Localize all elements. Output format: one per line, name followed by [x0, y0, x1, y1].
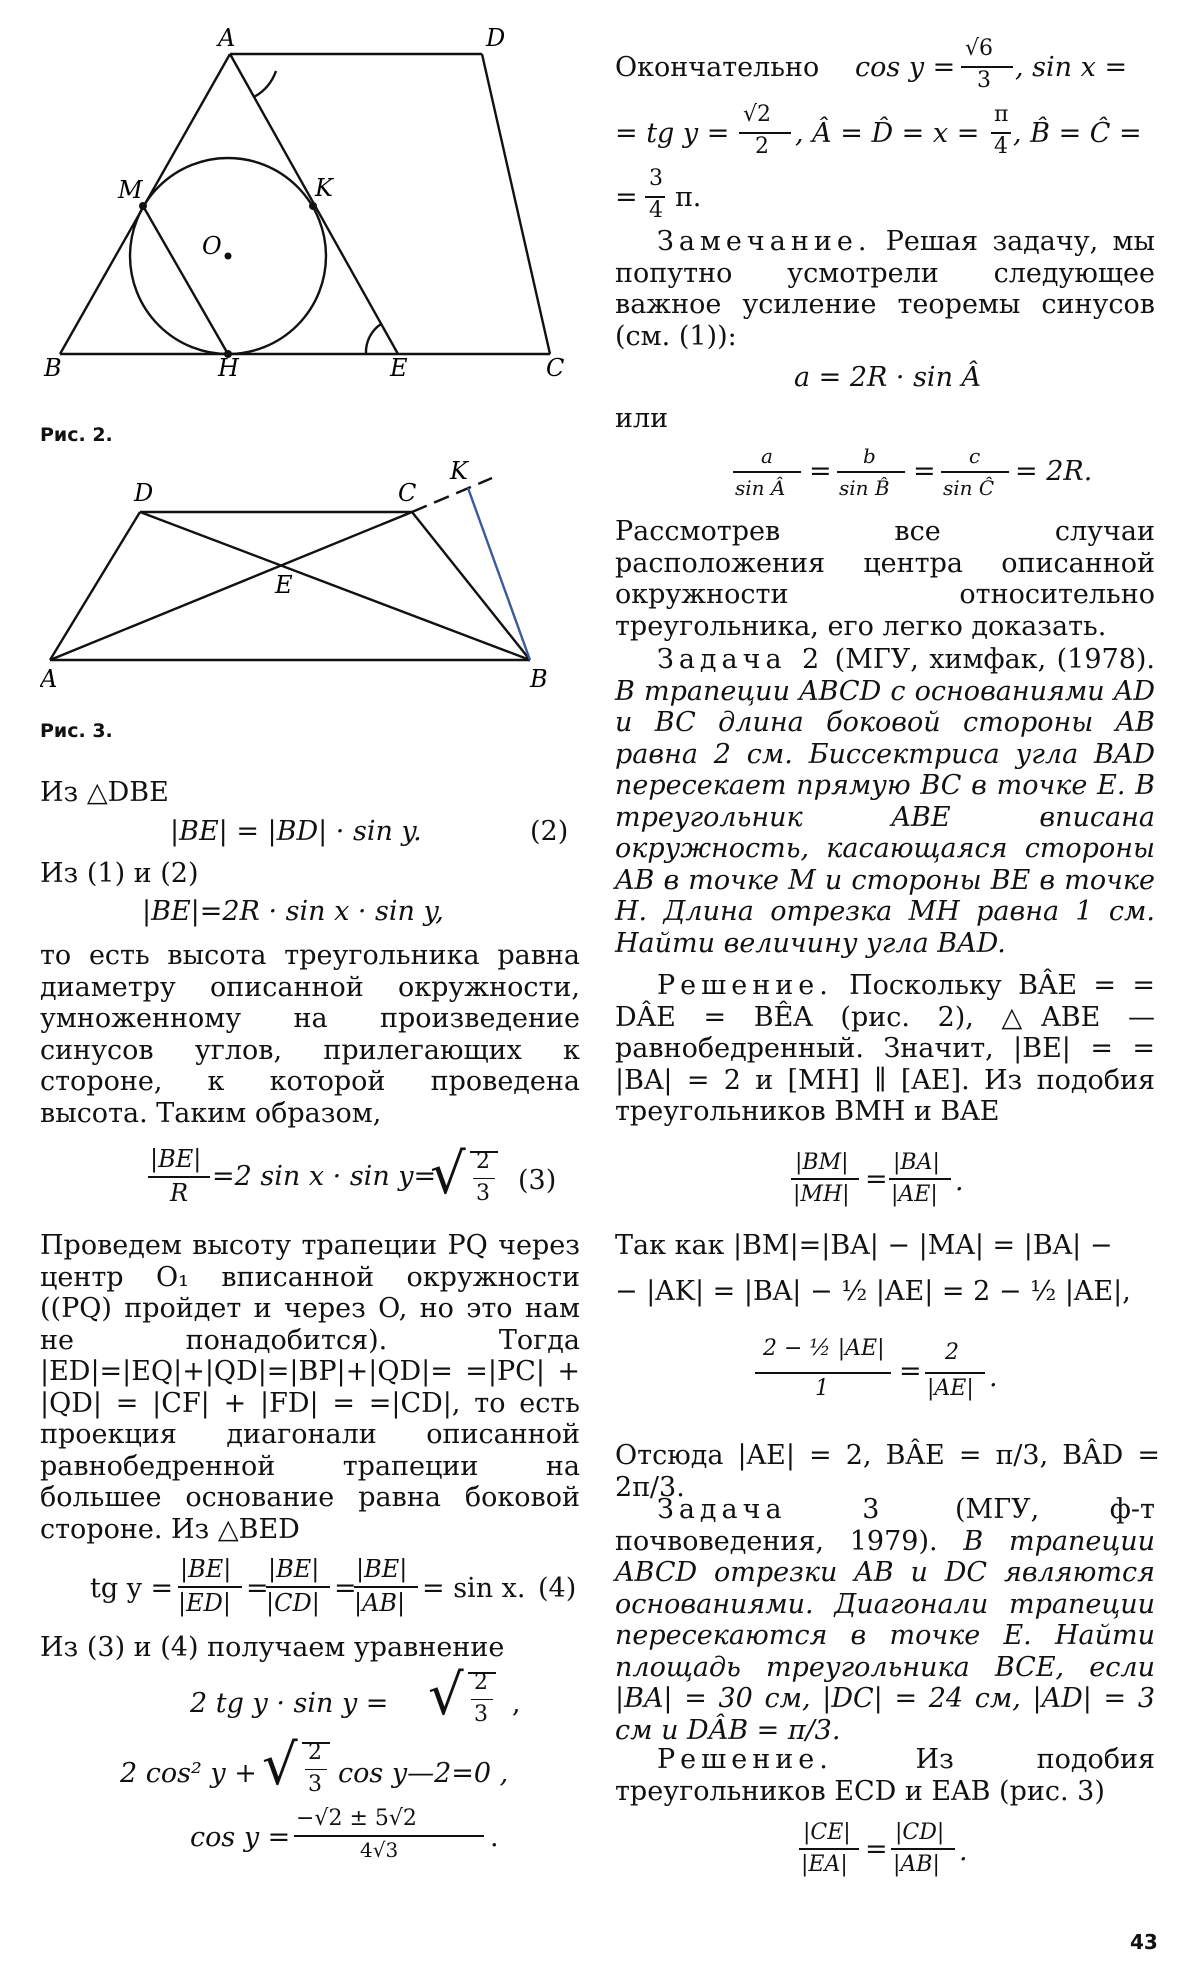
los-c-den: sin Ĉ	[943, 476, 995, 500]
final-pi: π	[994, 102, 1009, 127]
fig2-segment-MH	[143, 206, 228, 354]
equation-6	[40, 1733, 600, 1806]
final-word: Окончательно	[615, 52, 820, 83]
fig3-label-A: A	[40, 665, 58, 693]
ae-den: 1	[815, 1376, 829, 1401]
equation-a-2r: a = 2R · sin Â	[793, 362, 982, 393]
eq4-f2-den: |CD|	[266, 1589, 320, 1617]
fig2-point-K	[309, 202, 317, 210]
eq6-sqrt-sign: √	[262, 1733, 298, 1798]
final-tg-line	[615, 102, 1160, 166]
eq5-lhs: 2 tg y · sin y =	[190, 1688, 389, 1719]
los-a-den: sin Â	[735, 476, 786, 500]
ce-eq: =	[865, 1834, 888, 1865]
los-a-num: a	[761, 444, 773, 468]
equation-4	[40, 1555, 600, 1625]
final-tg-den: 2	[755, 134, 769, 159]
bm-den: |MH|	[793, 1182, 850, 1207]
eq6-rhs: cos y—2=0 ,	[338, 1758, 509, 1789]
ce-bar	[799, 1848, 859, 1850]
final-tg-num: √2	[743, 102, 772, 127]
eq4-f1-bar	[178, 1586, 242, 1588]
ae-rhs-num: 2	[945, 1340, 959, 1365]
fig2-center-O	[225, 253, 232, 260]
eq4-rhs: = sin x.	[422, 1573, 526, 1604]
fig3-segment-KB	[468, 488, 530, 660]
ae-dot: .	[989, 1362, 998, 1393]
cd-num: |CD|	[895, 1820, 945, 1845]
eq4-f3-den: |AB|	[354, 1589, 406, 1617]
fig2-side-DC	[482, 54, 550, 354]
eq4-f3-num: |BE|	[356, 1555, 408, 1583]
equation-be: |BE|=2R · sin x · sin y,	[142, 896, 444, 927]
fig3-label-B: B	[530, 665, 548, 693]
equation-law-of-sines	[615, 444, 1160, 510]
los-b-bar	[837, 471, 905, 473]
eq7-den: 4√3	[360, 1838, 399, 1862]
equation-ae	[615, 1336, 1160, 1416]
fig3-label-C: C	[398, 479, 417, 507]
fig2-label-D: D	[486, 24, 506, 52]
page-number: 43	[1130, 1930, 1158, 1954]
los-c-bar	[941, 471, 1009, 473]
figure-2	[40, 20, 600, 380]
cd-bar	[891, 1848, 955, 1850]
equation-ce-ea	[615, 1820, 1160, 1886]
bm-bar	[791, 1178, 859, 1180]
final-pi-four: 4	[994, 134, 1008, 159]
fig2-label-H: H	[218, 354, 239, 380]
eq4-f1-num: |BE|	[180, 1555, 232, 1583]
eq3-fraction-numerator: |BE|	[150, 1145, 202, 1173]
ce-dot: .	[959, 1836, 968, 1867]
eq3-inner-bar	[473, 1178, 495, 1179]
los-eq2: =	[913, 456, 936, 487]
text-from-dbe: Из △DBE	[40, 777, 169, 808]
task-3-text: В трапеции ABCD отрезки AB и DC являются основаниями. Диагонали трапеции пересекаются в точке E. Найти площадь треугольника BCE, если |BA| = 30 см, |DC| = 24 см, |AD| = 3 см и DÂB = π/3.	[615, 1525, 1155, 1746]
ae-eq: =	[899, 1356, 922, 1387]
final-eq-sign: =	[615, 182, 638, 213]
cd-den: |AB|	[893, 1852, 940, 1877]
final-cos: cos y =	[855, 52, 956, 83]
eq6-sqrt-den: 3	[308, 1772, 322, 1797]
eq7-dot: .	[490, 1822, 499, 1853]
text-or: или	[615, 403, 669, 434]
fig2-label-B: B	[44, 354, 62, 380]
eq3-fraction-denominator: R	[170, 1179, 189, 1207]
eq5-comma: ,	[512, 1688, 521, 1719]
fig3-label-E: E	[275, 571, 293, 599]
ce-den: |EA|	[801, 1852, 848, 1877]
los-b-num: b	[863, 444, 876, 468]
equation-5	[40, 1663, 600, 1736]
eq5-sqrt-den: 3	[474, 1702, 488, 1727]
eq6-inner-bar	[305, 1769, 327, 1770]
eq3-sqrt-sign: √	[430, 1142, 466, 1207]
final-tg: = tg y =	[615, 118, 730, 149]
eq3-number: (3)	[518, 1165, 557, 1196]
ae-num: 2 − ½ |AE|	[763, 1336, 885, 1361]
los-rhs: = 2R.	[1015, 456, 1093, 487]
eq7-bar	[294, 1835, 484, 1837]
final-angles-a-d: , Â = D̂ = x =	[795, 118, 980, 149]
task-2	[615, 644, 1155, 959]
solution-2-heading: Решение.	[657, 970, 833, 1001]
los-c-num: c	[969, 444, 981, 468]
eq4-number: (4)	[538, 1573, 577, 1604]
task-3-heading: Задача 3	[657, 1494, 885, 1525]
eq7-lhs: cos y =	[190, 1822, 291, 1853]
final-angles-b-c: , B̂ = Ĉ =	[1013, 118, 1142, 149]
eq4-f1-den: |ED|	[178, 1589, 231, 1617]
eq4-f2-num: |BE|	[268, 1555, 320, 1583]
final-cos-den: 3	[977, 68, 991, 93]
ae-bar	[755, 1372, 891, 1374]
final-pi-end: π.	[675, 182, 702, 213]
final-cos-line	[615, 36, 1160, 102]
paragraph-height-diameter: то есть высота треугольника равна диаметру описанной окружности, умноженному на произведение синусов углов, прилегающих к стороне, к которой проведена высота. Таким образом,	[40, 940, 580, 1129]
ba-num: |BA|	[893, 1150, 940, 1175]
equation-bm-mh	[615, 1150, 1160, 1216]
fig2-label-E: E	[390, 354, 408, 380]
text-since-2: − |AK| = |BA| − ½ |AE| = 2 − ½ |AE|,	[615, 1276, 1131, 1307]
text-from-1-2: Из (1) и (2)	[40, 858, 199, 889]
paragraph-consider-cases: Рассмотрев все случаи расположения центра описанной окружности относительно треугольника, его легко доказать.	[615, 516, 1155, 642]
fig2-label-K: K	[315, 174, 333, 202]
fig2-caption: Рис. 2.	[40, 424, 113, 446]
equation-3	[100, 1142, 580, 1215]
fig3-side-AD	[50, 512, 140, 660]
result-line: Отсюда |AE| = 2, BÂE = π/3, BÂD = 2π/3.	[615, 1440, 1160, 1503]
task-2-text: В трапеции ABCD с основаниями AD и BC длина боковой стороны AB равна 2 см. Биссектриса угла BAD пересекает прямую BC в точке E. В треугольник ABE вписана окружность, касающаяся стороны AB в точке M и стороны BE в точке H. Длина отрезка MH равна 1 см. Найти величину угла BAD.	[615, 675, 1155, 959]
task-2-heading: Задача 2	[657, 644, 825, 675]
remark-heading: Замечание.	[657, 226, 872, 257]
fig2-label-C: C	[546, 354, 565, 380]
eq3-sqrt-denominator: 3	[476, 1181, 490, 1206]
los-a-bar	[733, 471, 801, 473]
ae-rhs-den: |AE|	[927, 1376, 974, 1401]
fig3-label-K: K	[450, 457, 468, 485]
text-since-1: Так как |BM|=|BA| − |MA| = |BA| −	[615, 1230, 1113, 1261]
eq4-lhs: tg y =	[90, 1573, 174, 1604]
final-sin: , sin x =	[1015, 52, 1128, 83]
eq3-middle: =2 sin x · sin y=	[212, 1161, 437, 1192]
bm-num: |BM|	[795, 1150, 849, 1175]
task-3-source: (МГУ, ф-т почвоведения, 1979).	[615, 1494, 1155, 1557]
solution-2-text: Поскольку BÂE = = DÂE = BÊA (рис. 2), △ABE — равнобедренный. Значит, |BE| = = |BA| = 2 и [MH] ∥ [AE]. Из подобия треугольников BMH и BAE	[615, 970, 1155, 1127]
fig2-label-M: M	[118, 176, 143, 204]
eq6-lhs: 2 cos² y +	[120, 1758, 257, 1789]
figure-3	[40, 455, 600, 695]
bm-dot: .	[955, 1166, 964, 1197]
fig2-label-O: O	[202, 232, 222, 260]
text-from-3-4: Из (3) и (4) получаем уравнение	[40, 1632, 505, 1663]
task-3	[615, 1494, 1155, 1746]
final-34-den: 4	[649, 198, 663, 223]
eq4-eq1: =	[246, 1573, 269, 1604]
ba-den: |AE|	[891, 1182, 938, 1207]
fig3-caption: Рис. 3.	[40, 720, 113, 742]
equation-2-number: (2)	[530, 816, 569, 847]
ce-num: |CE|	[803, 1820, 851, 1845]
los-b-den: sin B̂	[839, 476, 890, 500]
bm-eq: =	[865, 1164, 888, 1195]
ae-rhs-bar	[925, 1372, 985, 1374]
remark-paragraph	[615, 226, 1155, 352]
los-eq1: =	[809, 456, 832, 487]
fig2-angle-E-arc	[366, 324, 381, 354]
final-b-line	[615, 166, 815, 223]
paragraph-trapezoid-height: Проведем высоту трапеции PQ через центр O₁ вписанной окружности ((PQ) пройдет и через O, но это нам не понадобится). Тогда |ED|=|EQ|+|QD|=|BP|+|QD|= =|PC| + |QD| = |CF| + |FD| = =|CD|, то есть проекция диагонали описанной равнобедренной трапеции на большее основание равна боковой стороне. Из △BED	[40, 1230, 580, 1545]
eq5-inner-bar	[471, 1699, 493, 1700]
solution-2	[615, 970, 1155, 1128]
eq4-eq2: =	[334, 1573, 357, 1604]
final-34-num: 3	[649, 166, 663, 191]
final-cos-num: √6	[965, 36, 994, 61]
eq4-f2-bar	[266, 1586, 330, 1588]
task-2-source: (МГУ, химфак, (1978).	[834, 644, 1155, 675]
eq3-fraction-bar	[148, 1176, 210, 1178]
eq5-sqrt-sign: √	[428, 1663, 464, 1728]
solution-3	[615, 1744, 1155, 1807]
fig3-diagonal-AC	[50, 512, 412, 660]
eq3-sqrt-numerator: 2	[476, 1149, 490, 1174]
solution-3-heading: Решение.	[657, 1744, 833, 1775]
eq5-sqrt-num: 2	[474, 1670, 488, 1695]
eq7-num: −√2 ± 5√2	[296, 1806, 417, 1831]
remark-text: Решая задачу, мы попутно усмотрели следующее важное усиление теоремы синусов (см. (1)):	[615, 226, 1155, 352]
ba-bar	[889, 1178, 951, 1180]
fig2-label-A: A	[218, 24, 236, 52]
eq4-f3-bar	[354, 1586, 418, 1588]
eq6-sqrt-num: 2	[308, 1740, 322, 1765]
solution-3-text: Из подобия треугольников ECD и EAB (рис. 3)	[615, 1744, 1155, 1807]
equation-7	[40, 1806, 600, 1872]
fig3-label-D: D	[134, 479, 154, 507]
fig2-angle-A-arc	[254, 71, 276, 97]
equation-2: |BE| = |BD| · sin y.	[170, 816, 422, 847]
